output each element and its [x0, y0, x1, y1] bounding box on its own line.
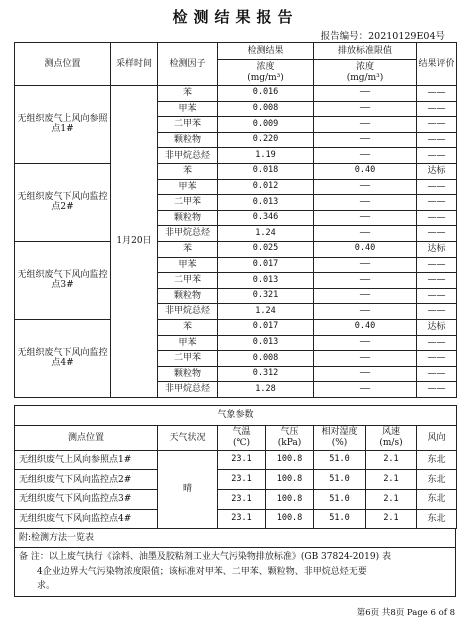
- limit-cell: ——: [314, 148, 417, 164]
- table-row: [15, 509, 457, 529]
- group-point: 无组织废气下风向监控点4#: [15, 319, 111, 397]
- limit-cell: ——: [314, 335, 417, 351]
- weather-wind-dir: 东北: [417, 509, 457, 529]
- weather-table: [14, 405, 457, 529]
- result-cell: 0.013: [218, 273, 314, 289]
- weather-title: 气象参数: [15, 406, 457, 426]
- result-cell: 0.012: [218, 179, 314, 195]
- eval-cell: ——: [417, 226, 457, 242]
- eval-cell: ——: [417, 86, 457, 102]
- weather-temp: 23.1: [218, 450, 266, 470]
- table-row: [15, 163, 457, 179]
- factor-cell: 甲苯: [158, 179, 218, 195]
- header-result: 检测结果: [218, 43, 314, 60]
- limit-cell: 0.40: [314, 241, 417, 257]
- header-result-conc: 浓度 (mg/m³): [218, 60, 314, 86]
- weather-sky: 晴: [158, 450, 218, 529]
- weather-wind-speed: 2.1: [366, 470, 417, 490]
- page-title: 检测结果报告: [172, 8, 299, 26]
- limit-cell: 0.40: [314, 319, 417, 335]
- factor-cell: 甲苯: [158, 257, 218, 273]
- limit-cell: ——: [314, 351, 417, 367]
- limit-cell: ——: [314, 101, 417, 117]
- eval-cell: ——: [417, 335, 457, 351]
- limit-cell: ——: [314, 304, 417, 320]
- weather-header-pressure: 气压 (kPa): [266, 425, 314, 450]
- eval-cell: 达标: [417, 163, 457, 179]
- weather-point: 无组织废气下风向监控点4#: [15, 509, 158, 529]
- result-cell: 0.016: [218, 86, 314, 102]
- weather-point: 无组织废气上风向参照点1#: [15, 450, 158, 470]
- weather-pressure: 100.8: [266, 490, 314, 510]
- factor-cell: 二甲苯: [158, 273, 218, 289]
- header-conclusion: 结果评价: [417, 43, 457, 86]
- weather-wind-dir: 东北: [417, 470, 457, 490]
- limit-cell: ——: [314, 288, 417, 304]
- table-row: [15, 319, 457, 335]
- limit-cell: ——: [314, 366, 417, 382]
- limit-cell: ——: [314, 226, 417, 242]
- factor-cell: 颗粒物: [158, 132, 218, 148]
- attachment-note: 附:检测方法一览表: [15, 529, 456, 548]
- factor-cell: 颗粒物: [158, 288, 218, 304]
- remarks: [15, 548, 456, 596]
- eval-cell: ——: [417, 210, 457, 226]
- factor-cell: 非甲烷总烃: [158, 148, 218, 164]
- header-limit-conc: 浓度 (mg/m³): [314, 60, 417, 86]
- result-cell: 1.19: [218, 148, 314, 164]
- header-factor: 检测因子: [158, 43, 218, 86]
- factor-cell: 甲苯: [158, 101, 218, 117]
- weather-humidity: 51.0: [314, 470, 366, 490]
- notes-table: [14, 528, 456, 597]
- weather-wind-speed: 2.1: [366, 509, 417, 529]
- weather-wind-speed: 2.1: [366, 490, 417, 510]
- table-row: [15, 450, 457, 470]
- remark-line-2: 4企业边界大气污染物浓度限值；该标准对甲苯、二甲苯、颗粒物、非甲烷总烃无要: [37, 566, 367, 577]
- weather-pressure: 100.8: [266, 470, 314, 490]
- result-cell: 0.013: [218, 335, 314, 351]
- result-cell: 0.008: [218, 351, 314, 367]
- sampling-date: 1月20日: [111, 86, 158, 398]
- limit-cell: ——: [314, 195, 417, 211]
- result-cell: 0.312: [218, 366, 314, 382]
- factor-cell: 颗粒物: [158, 366, 218, 382]
- group-point: 无组织废气上风向参照点1#: [15, 86, 111, 164]
- limit-cell: ——: [314, 117, 417, 133]
- result-cell: 1.28: [218, 382, 314, 398]
- weather-temp: 23.1: [218, 509, 266, 529]
- factor-cell: 二甲苯: [158, 195, 218, 211]
- result-cell: 0.009: [218, 117, 314, 133]
- eval-cell: ——: [417, 257, 457, 273]
- result-cell: 0.321: [218, 288, 314, 304]
- eval-cell: ——: [417, 148, 457, 164]
- factor-cell: 二甲苯: [158, 117, 218, 133]
- report-number: 报告编号：20210129E04号: [320, 31, 445, 42]
- factor-cell: 甲苯: [158, 335, 218, 351]
- limit-cell: ——: [314, 273, 417, 289]
- limit-cell: ——: [314, 210, 417, 226]
- header-time: 采样时间: [111, 43, 158, 86]
- remark-line-1: 备 注：以上废气执行《涂料、油墨及胶粘剂工业大气污染物排放标准》(GB 37824-2019) 表: [19, 552, 391, 563]
- result-cell: 0.018: [218, 163, 314, 179]
- group-point: 无组织废气下风向监控点2#: [15, 163, 111, 241]
- weather-wind-speed: 2.1: [366, 450, 417, 470]
- weather-humidity: 51.0: [314, 450, 366, 470]
- limit-cell: 0.40: [314, 163, 417, 179]
- factor-cell: 二甲苯: [158, 351, 218, 367]
- weather-wind-dir: 东北: [417, 490, 457, 510]
- eval-cell: ——: [417, 351, 457, 367]
- weather-header-point: 测点位置: [15, 425, 158, 450]
- eval-cell: 达标: [417, 319, 457, 335]
- result-cell: 0.017: [218, 257, 314, 273]
- result-cell: 0.013: [218, 195, 314, 211]
- eval-cell: ——: [417, 304, 457, 320]
- table-row: [15, 470, 457, 490]
- factor-cell: 苯: [158, 163, 218, 179]
- result-cell: 0.220: [218, 132, 314, 148]
- weather-header-humidity: 相对湿度 (%): [314, 425, 366, 450]
- eval-cell: ——: [417, 195, 457, 211]
- weather-humidity: 51.0: [314, 490, 366, 510]
- eval-cell: ——: [417, 382, 457, 398]
- result-cell: 0.025: [218, 241, 314, 257]
- weather-header-sky: 天气状况: [158, 425, 218, 450]
- eval-cell: ——: [417, 179, 457, 195]
- eval-cell: ——: [417, 288, 457, 304]
- group-point: 无组织废气下风向监控点3#: [15, 241, 111, 319]
- weather-point: 无组织废气下风向监控点2#: [15, 470, 158, 490]
- weather-temp: 23.1: [218, 490, 266, 510]
- result-cell: 0.346: [218, 210, 314, 226]
- weather-header-wind-speed: 风速 (m/s): [366, 425, 417, 450]
- header-point: 测点位置: [15, 43, 111, 86]
- eval-cell: ——: [417, 117, 457, 133]
- factor-cell: 苯: [158, 319, 218, 335]
- weather-header-temp: 气温 (℃): [218, 425, 266, 450]
- remark-line-3: 求。: [37, 581, 56, 592]
- result-cell: 1.24: [218, 304, 314, 320]
- result-cell: 1.24: [218, 226, 314, 242]
- result-cell: 0.017: [218, 319, 314, 335]
- eval-cell: ——: [417, 273, 457, 289]
- weather-pressure: 100.8: [266, 509, 314, 529]
- limit-cell: ——: [314, 179, 417, 195]
- results-table: [14, 42, 457, 398]
- weather-point: 无组织废气下风向监控点3#: [15, 490, 158, 510]
- eval-cell: ——: [417, 132, 457, 148]
- factor-cell: 苯: [158, 86, 218, 102]
- limit-cell: ——: [314, 257, 417, 273]
- limit-cell: ——: [314, 132, 417, 148]
- weather-wind-dir: 东北: [417, 450, 457, 470]
- factor-cell: 非甲烷总烃: [158, 304, 218, 320]
- weather-temp: 23.1: [218, 470, 266, 490]
- eval-cell: ——: [417, 366, 457, 382]
- eval-cell: ——: [417, 101, 457, 117]
- page-footer: 第6页 共8页 Page 6 of 8: [356, 608, 455, 618]
- factor-cell: 颗粒物: [158, 210, 218, 226]
- weather-header-wind-dir: 风向: [417, 425, 457, 450]
- weather-humidity: 51.0: [314, 509, 366, 529]
- table-row: [15, 86, 457, 102]
- result-cell: 0.008: [218, 101, 314, 117]
- table-row: [15, 241, 457, 257]
- factor-cell: 非甲烷总烃: [158, 382, 218, 398]
- factor-cell: 非甲烷总烃: [158, 226, 218, 242]
- limit-cell: ——: [314, 86, 417, 102]
- header-limit: 排放标准限值: [314, 43, 417, 60]
- eval-cell: 达标: [417, 241, 457, 257]
- factor-cell: 苯: [158, 241, 218, 257]
- weather-pressure: 100.8: [266, 450, 314, 470]
- table-row: [15, 490, 457, 510]
- limit-cell: ——: [314, 382, 417, 398]
